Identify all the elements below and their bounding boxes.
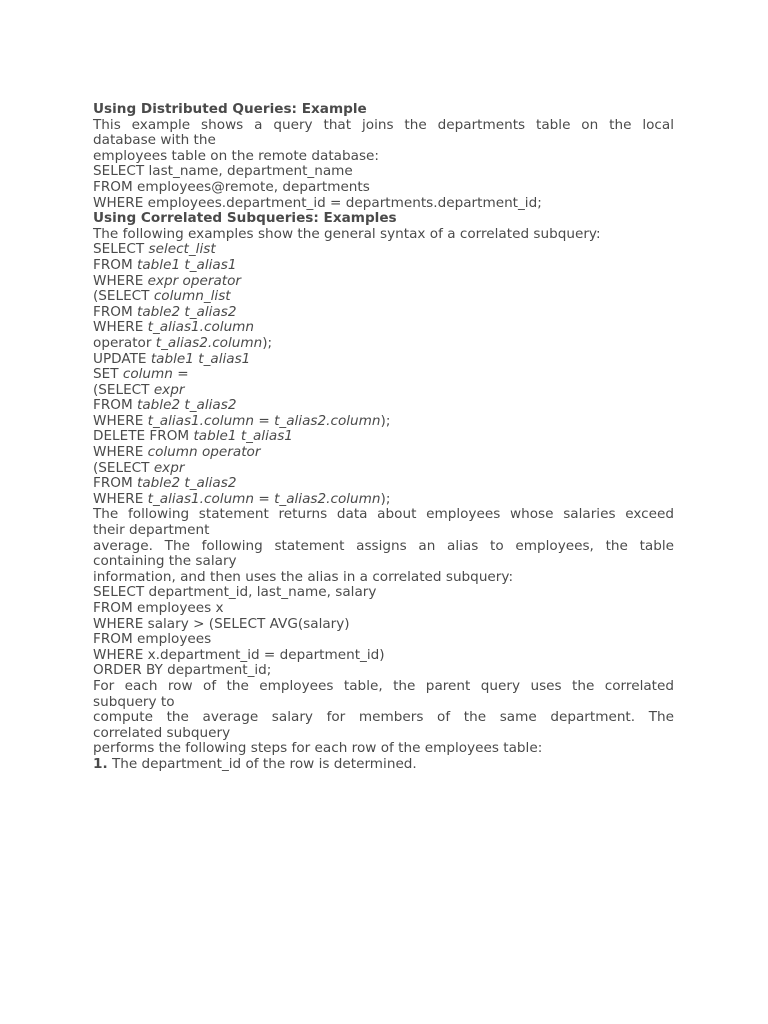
placeholder: select_list	[148, 241, 216, 258]
keyword: (SELECT	[93, 288, 154, 305]
syntax-line	[93, 492, 674, 508]
paragraph-line: average. The following statement assigns an alias to employees, the table	[93, 537, 674, 554]
step-number: 1.	[93, 755, 108, 772]
keyword: FROM	[93, 475, 138, 492]
step-text: The department_id of the row is determined.	[107, 755, 417, 772]
code-line: SELECT department_id, last_name, salary	[93, 584, 377, 601]
syntax-line	[93, 445, 674, 461]
paragraph-line: The following statement returns data about employees whose salaries exceed	[93, 506, 674, 523]
placeholder: table2 t_alias2	[137, 303, 237, 320]
keyword: FROM	[93, 397, 138, 414]
keyword: WHERE	[93, 490, 148, 507]
paragraph-line: subquery to	[93, 693, 175, 710]
placeholder: table1 t_alias1	[193, 428, 293, 445]
punctuation: );	[380, 490, 391, 507]
keyword: WHERE	[93, 412, 148, 429]
punctuation: );	[380, 412, 391, 429]
punctuation: );	[262, 334, 273, 351]
placeholder: table1 t_alias1	[150, 350, 251, 367]
paragraph-line: employees table on the remote database:	[93, 147, 379, 164]
paragraph-line: compute the average salary for members of the same department. The	[93, 709, 674, 726]
placeholder: table1 t_alias1	[137, 256, 237, 273]
paragraph-line: The following examples show the general syntax of a correlated subquery:	[93, 225, 601, 242]
syntax-line	[93, 398, 674, 414]
heading-correlated-subqueries: Using Correlated Subqueries: Examples	[93, 210, 397, 227]
keyword: SELECT	[93, 241, 149, 258]
placeholder: column_list	[153, 288, 231, 305]
paragraph-line: their department	[93, 522, 210, 539]
syntax-line	[93, 242, 674, 258]
placeholder: column operator	[147, 444, 261, 461]
keyword: operator	[93, 334, 156, 351]
syntax-line	[93, 367, 674, 383]
code-line: WHERE salary > (SELECT AVG(salary)	[93, 615, 350, 632]
document-page	[93, 102, 674, 773]
placeholder: column =	[122, 366, 189, 383]
syntax-line	[93, 429, 674, 445]
placeholder: table2 t_alias2	[137, 475, 237, 492]
syntax-line	[93, 274, 674, 290]
code-line: WHERE x.department_id = department_id)	[93, 646, 385, 663]
heading-distributed-queries: Using Distributed Queries: Example	[93, 101, 367, 117]
keyword: WHERE	[93, 444, 148, 461]
code-line: ORDER BY department_id;	[93, 662, 272, 679]
placeholder: t_alias1.column	[147, 319, 255, 336]
placeholder: expr	[153, 459, 185, 476]
syntax-line	[93, 414, 674, 430]
syntax-line	[93, 258, 674, 274]
syntax-line	[93, 352, 674, 368]
keyword: (SELECT	[93, 381, 154, 398]
syntax-line	[93, 320, 674, 336]
placeholder: expr operator	[147, 272, 242, 289]
placeholder: t_alias2.column	[155, 334, 263, 351]
paragraph-line: This example shows a query that joins the departments table on the local	[93, 116, 674, 133]
step-item	[93, 757, 674, 773]
keyword: UPDATE	[93, 350, 151, 367]
paragraph-line: database with the	[93, 132, 216, 149]
syntax-line	[93, 336, 674, 352]
code-line: FROM employees x	[93, 600, 224, 616]
paragraph-line: correlated subquery	[93, 724, 231, 741]
keyword: DELETE FROM	[93, 428, 194, 445]
keyword: WHERE	[93, 272, 148, 289]
placeholder: t_alias1.column = t_alias2.column	[147, 412, 381, 429]
paragraph-line: containing the salary	[93, 553, 237, 570]
placeholder: expr	[153, 381, 185, 398]
code-line: FROM employees	[93, 631, 212, 648]
keyword: WHERE	[93, 319, 148, 336]
code-line: WHERE employees.department_id = departments.department_id;	[93, 194, 542, 211]
keyword: FROM	[93, 256, 138, 273]
code-line: SELECT last_name, department_name	[93, 163, 353, 180]
syntax-line	[93, 383, 674, 399]
code-line: FROM employees@remote, departments	[93, 178, 370, 195]
syntax-line	[93, 289, 674, 305]
placeholder: t_alias1.column = t_alias2.column	[147, 490, 381, 507]
paragraph-line: performs the following steps for each row of the employees table:	[93, 740, 543, 757]
keyword: FROM	[93, 303, 138, 320]
keyword: SET	[93, 366, 123, 383]
paragraph-line: information, and then uses the alias in a correlated subquery:	[93, 568, 514, 585]
paragraph-line: For each row of the employees table, the parent query uses the correlated	[93, 677, 674, 694]
syntax-line	[93, 476, 674, 492]
keyword: (SELECT	[93, 459, 154, 476]
syntax-line	[93, 305, 674, 321]
syntax-line	[93, 461, 674, 477]
placeholder: table2 t_alias2	[137, 397, 237, 414]
